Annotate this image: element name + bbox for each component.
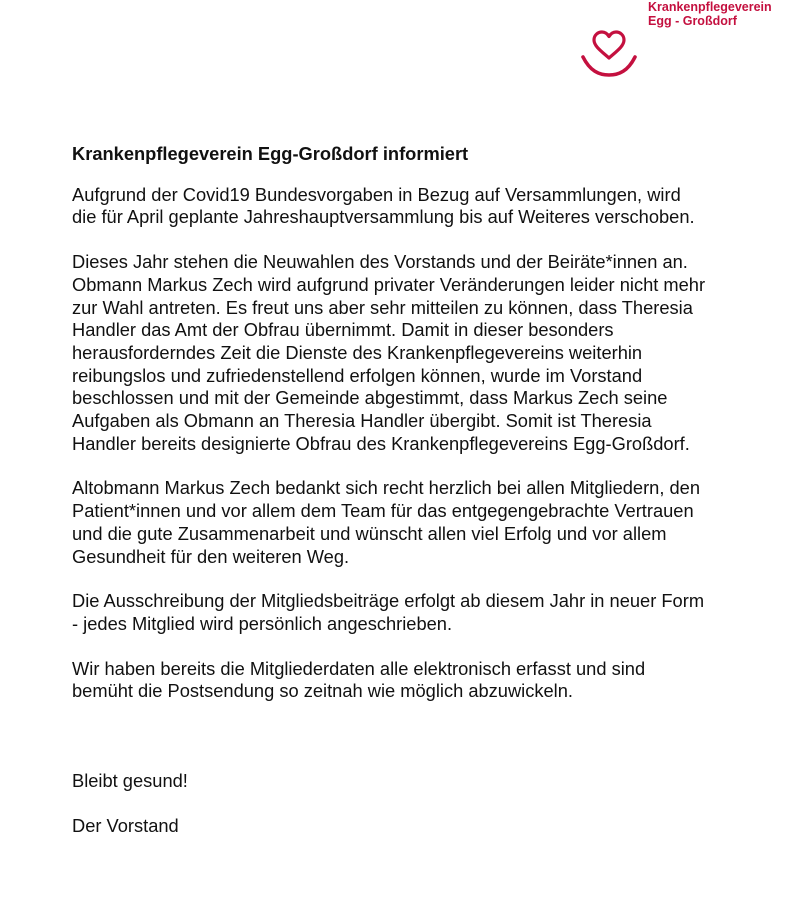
greeting: Bleibt gesund! [72, 770, 188, 792]
paragraph-elections: Dieses Jahr stehen die Neuwahlen des Vorstands und der Beiräte*innen an. Obmann Markus Zech wird aufgrund privater Veränderungen leider nicht mehr zur Wahl antreten. Es freut uns aber sehr mitteilen zu können, dass Theresia Handler das Amt der Obfrau übernimmt. Damit in dieser besonders herausforderndes Zeit die Dienste des Krankenpflegevereins weiterhin reibungslos und zufriedenstellend erfolgen können, wurde im Vorstand beschlossen und mit der Gemeinde abgestimmt, dass Markus Zech seine Aufgaben als Obmann an Theresia Handler übergibt. Somit ist Theresia Handler bereits designierte Obfrau des Krankenpflegevereins Egg-Großdorf. [72, 251, 706, 454]
heart-smile-icon [580, 22, 638, 78]
paragraph-postponement: Aufgrund der Covid19 Bundesvorgaben in Bezug auf Versammlungen, wird die für April geplante Jahreshauptversammlung bis auf Weiteres verschoben. [72, 183, 695, 228]
logo-name-line: Krankenpflegeverein [648, 0, 772, 14]
paragraph-thanks: Altobmann Markus Zech bedankt sich recht herzlich bei allen Mitgliedern, den Patient*innen und vor allem dem Team für das entgegengebrachte Vertrauen und die gute Zusammenarbeit und wünscht allen viel Erfolg und vor allem Gesundheit für den weiteren Weg. [72, 477, 700, 567]
signature: Der Vorstand [72, 814, 179, 836]
letter-body [72, 143, 772, 859]
organization-logo [582, 0, 772, 78]
spacer [72, 725, 772, 770]
paragraph-membership-fees: Die Ausschreibung der Mitgliedsbeiträge erfolgt ab diesem Jahr in neuer Form - jedes Mitglied wird persönlich angeschrieben. [72, 590, 705, 634]
paragraph-member-data: Wir haben bereits die Mitgliederdaten alle elektronisch erfasst und sind bemüht die Postsendung so zeitnah wie möglich abzuwickeln. [72, 657, 646, 702]
logo-location-line: Egg - Großdorf [648, 14, 737, 28]
logo-text [648, 0, 772, 28]
letter-title: Krankenpflegeverein Egg-Großdorf informiert [72, 143, 469, 164]
